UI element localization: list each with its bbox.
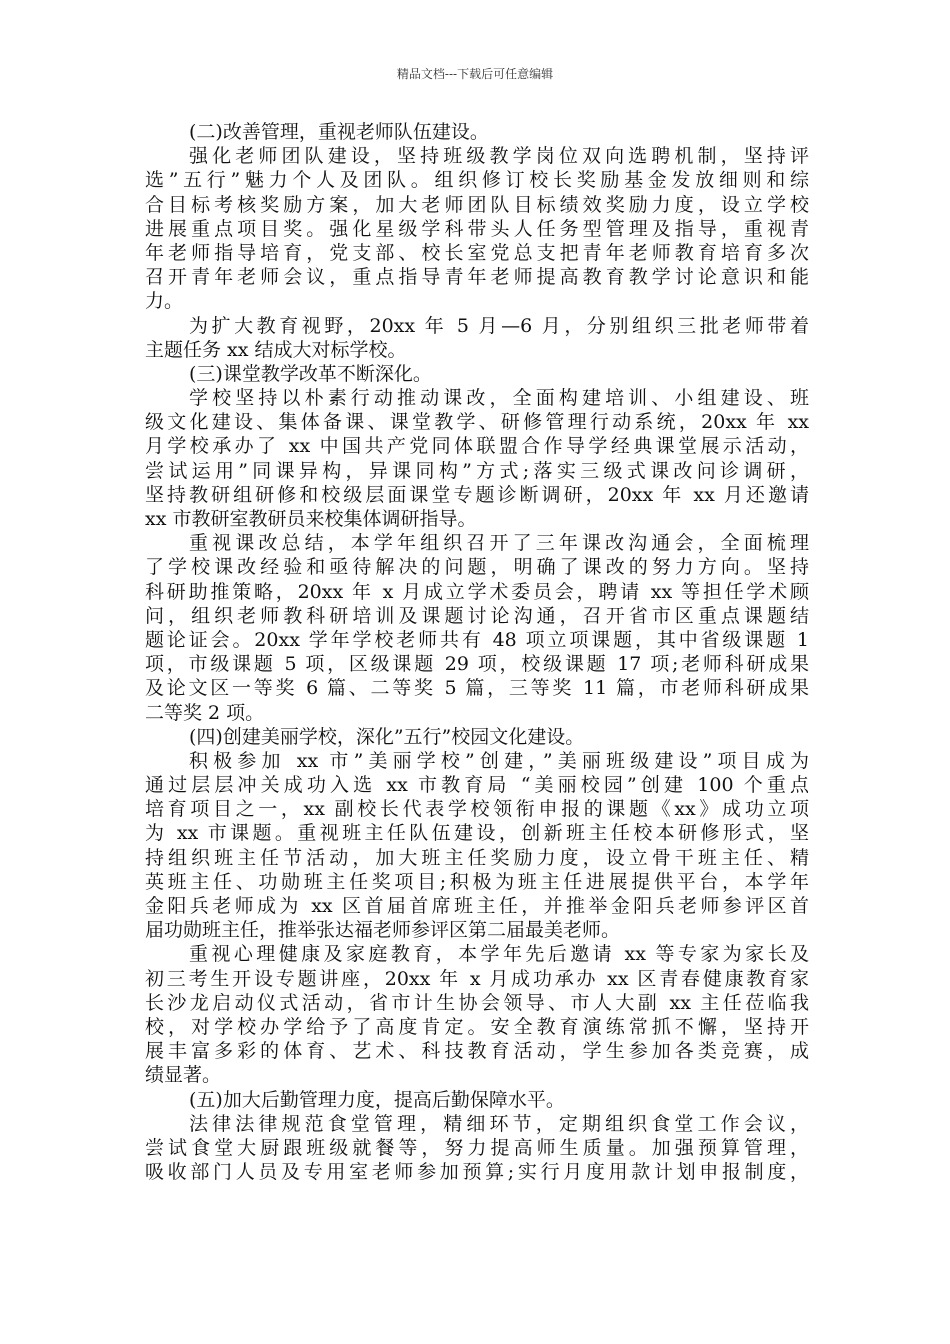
text-line: (五)加大后勤管理力度，提高后勤保障水平。 xyxy=(189,1088,565,1111)
text-line: 法律法律规范食堂管理，精细环节，定期组织食堂工作会议， xyxy=(189,1112,809,1135)
text-line: 学校坚持以朴素行动推动课改，全面构建培训、小组建设、班 xyxy=(189,387,809,410)
document-body xyxy=(145,120,809,1184)
text-line: xx 市教研室教研员来校集体调研指导。 xyxy=(145,508,477,530)
text-line: 金阳兵老师成为 xx 区首届首席班主任，并推举金阳兵老师参评区首 xyxy=(145,895,809,917)
text-line: 吸收部门人员及专用室老师参加预算;实行月度用款计划申报制度， xyxy=(145,1161,809,1184)
text-line: 科研助推策略，20xx 年 x 月成立学术委员会，聘请 xx 等担任学术顾 xyxy=(145,580,809,603)
text-line: (四)创建美丽学校，深化”五行”校园文化建设。 xyxy=(189,725,585,748)
text-line: 二等奖 2 项。 xyxy=(145,701,265,724)
text-line: 尝试运用”同课异构，异课同构”方式;落实三级式课改问诊调研， xyxy=(145,459,809,482)
text-line: 了学校课改经验和亟待解决的问题，明确了课改的努力方向。坚持 xyxy=(145,556,809,579)
text-line: 力。 xyxy=(145,290,184,313)
text-line: 长沙龙启动仪式活动，省市计生协会领导、市人大副 xx 主任莅临我 xyxy=(145,991,809,1014)
text-line: 持组织班主任节活动，加大班主任奖励力度，设立骨干班主任、精 xyxy=(145,846,809,869)
text-line: 合目标考核奖励方案，加大老师团队目标绩效奖励力度，设立学校 xyxy=(145,193,809,216)
text-line: 重视心理健康及家庭教育，本学年先后邀请 xx 等专家为家长及 xyxy=(189,943,809,966)
text-line: 年老师指导培育，党支部、校长室党总支把青年老师教育培育多次 xyxy=(145,241,809,264)
text-line: 为 xx 市课题。重视班主任队伍建设，创新班主任校本研修形式，坚 xyxy=(145,822,809,845)
text-line: 强化老师团队建设，坚持班级教学岗位双向选聘机制，坚持评 xyxy=(189,145,809,168)
text-line: 选”五行”魅力个人及团队。组织修订校长奖励基金发放细则和综 xyxy=(145,169,809,192)
text-line: 进展重点项目奖。强化星级学科带头人任务型管理及指导，重视青 xyxy=(145,217,809,240)
text-line: 月学校承办了 xx 中国共产党同体联盟合作导学经典课堂展示活动， xyxy=(145,435,809,458)
text-line: 及论文区一等奖 6 篇、二等奖 5 篇，三等奖 11 篇，市老师科研成果 xyxy=(145,677,809,700)
text-line: (二)改善管理，重视老师队伍建设。 xyxy=(189,121,489,143)
text-line: 英班主任、功勋班主任奖项目;积极为班主任进展提供平台，本学年 xyxy=(145,870,809,893)
text-line: 项，市级课题 5 项，区级课题 29 项，校级课题 17 项;老师科研成果 xyxy=(145,653,809,676)
text-line: 初三考生开设专题讲座，20xx 年 x 月成功承办 xx 区青春健康教育家 xyxy=(145,967,809,990)
text-line: 尝试食堂大厨跟班级就餐等，努力提高师生质量。加强预算管理， xyxy=(145,1136,809,1159)
text-line: 召开青年老师会议，重点指导青年老师提高教育教学讨论意识和能 xyxy=(145,266,809,289)
text-line: 绩显著。 xyxy=(145,1064,222,1087)
text-line: 坚持教研组研修和校级层面课堂专题诊断调研，20xx 年 xx 月还邀请 xyxy=(145,483,809,506)
page-header: 精品文档---下载后可任意编辑 xyxy=(396,67,554,81)
text-line: 展丰富多彩的体育、艺术、科技教育活动，学生参加各类竞赛，成 xyxy=(145,1040,809,1063)
text-line: 重视课改总结，本学年组织召开了三年课改沟通会，全面梳理 xyxy=(189,532,809,555)
text-line: 主题任务 xx 结成大对标学校。 xyxy=(145,338,407,361)
text-line: 题论证会。20xx 学年学校老师共有 48 项立项课题，其中省级课题 1 xyxy=(145,628,809,651)
text-line: 届功勋班主任，推举张达福老师参评区第二届最美老师。 xyxy=(145,919,621,942)
text-line: 问，组织老师教科研培训及课题讨论沟通，召开省市区重点课题结 xyxy=(145,604,809,627)
text-line: (三)课堂教学改革不断深化。 xyxy=(189,362,432,385)
text-line: 校，对学校办学给予了高度肯定。安全教育演练常抓不懈，坚持开 xyxy=(145,1015,809,1038)
text-line: 为扩大教育视野，20xx 年 5 月—6 月，分别组织三批老师带着 xyxy=(189,314,809,337)
text-line: 级文化建设、集体备课、课堂教学、研修管理行动系统，20xx 年 xx xyxy=(145,411,809,434)
text-line: 培育项目之一，xx 副校长代表学校领衔申报的课题《xx》成功立项 xyxy=(145,798,809,821)
text-line: 通过层层冲关成功入选 xx 市教育局 “美丽校园”创建 100 个重点 xyxy=(145,774,809,797)
text-line: 积极参加 xx 市”美丽学校”创建，”美丽班级建设”项目成为 xyxy=(189,749,809,772)
